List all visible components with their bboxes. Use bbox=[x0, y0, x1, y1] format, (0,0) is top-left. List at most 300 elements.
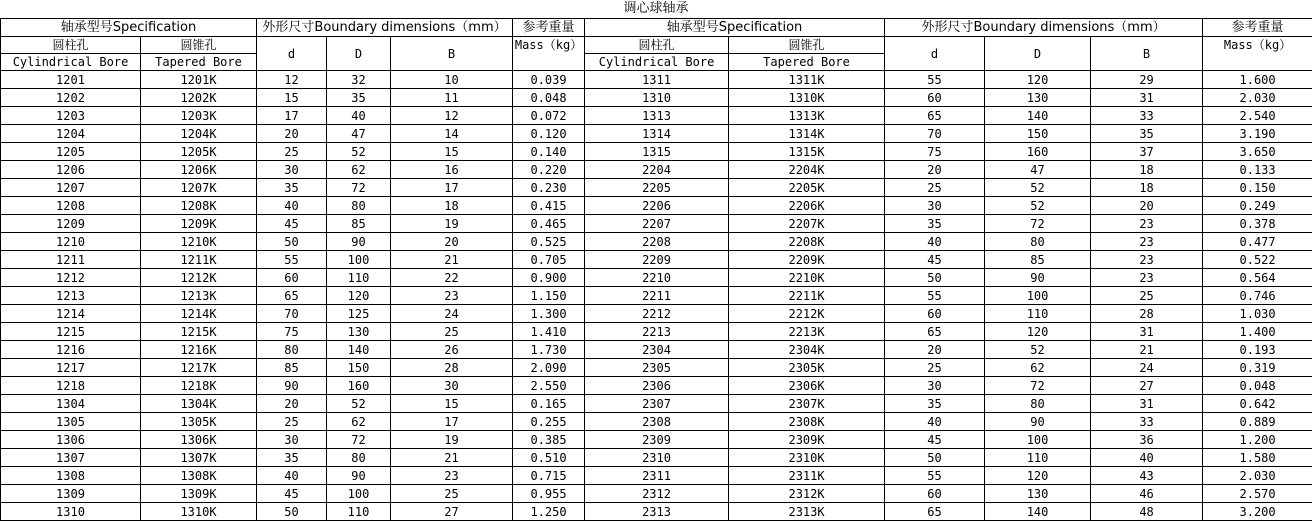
mass-cell: 0.319 bbox=[1203, 359, 1312, 377]
cyl-header-en-right: Cylindrical Bore bbox=[585, 54, 729, 71]
table-row bbox=[1, 161, 1312, 179]
d-cell: 80 bbox=[257, 341, 327, 359]
D-cell: 90 bbox=[985, 269, 1091, 287]
d-cell: 20 bbox=[885, 161, 985, 179]
cylindrical-bore-cell: 1203 bbox=[1, 107, 141, 125]
tapered-bore-cell: 1210K bbox=[141, 233, 257, 251]
D-cell: 160 bbox=[327, 377, 391, 395]
B-header-left: B bbox=[391, 37, 513, 71]
tapered-bore-cell: 1203K bbox=[141, 107, 257, 125]
D-cell: 90 bbox=[327, 467, 391, 485]
tapered-bore-cell: 2209K bbox=[729, 251, 885, 269]
B-cell: 19 bbox=[391, 215, 513, 233]
B-cell: 21 bbox=[391, 449, 513, 467]
cylindrical-bore-cell: 2308 bbox=[585, 413, 729, 431]
B-cell: 48 bbox=[1091, 503, 1203, 521]
table-row bbox=[1, 323, 1312, 341]
cylindrical-bore-cell: 1215 bbox=[1, 323, 141, 341]
d-cell: 75 bbox=[257, 323, 327, 341]
tapered-bore-cell: 1213K bbox=[141, 287, 257, 305]
D-cell: 85 bbox=[327, 215, 391, 233]
d-cell: 30 bbox=[885, 377, 985, 395]
table-row bbox=[1, 197, 1312, 215]
mass-header-cn-left: 参考重量 bbox=[513, 19, 585, 37]
tapered-bore-cell: 1315K bbox=[729, 143, 885, 161]
B-cell: 31 bbox=[1091, 395, 1203, 413]
table-row bbox=[1, 89, 1312, 107]
D-cell: 100 bbox=[327, 485, 391, 503]
mass-cell: 2.030 bbox=[1203, 89, 1312, 107]
D-cell: 62 bbox=[327, 413, 391, 431]
mass-header-cn-right: 参考重量 bbox=[1203, 19, 1312, 37]
cyl-header-en-left: Cylindrical Bore bbox=[1, 54, 141, 71]
cylindrical-bore-cell: 1310 bbox=[585, 89, 729, 107]
D-cell: 47 bbox=[327, 125, 391, 143]
tap-header-cn-left: 圆锥孔 bbox=[141, 37, 257, 54]
d-header-right: d bbox=[885, 37, 985, 71]
d-cell: 50 bbox=[885, 449, 985, 467]
tapered-bore-cell: 2212K bbox=[729, 305, 885, 323]
D-cell: 110 bbox=[985, 305, 1091, 323]
mass-cell: 0.039 bbox=[513, 71, 585, 89]
d-cell: 45 bbox=[257, 215, 327, 233]
B-cell: 16 bbox=[391, 161, 513, 179]
tapered-bore-cell: 1206K bbox=[141, 161, 257, 179]
tapered-bore-cell: 2313K bbox=[729, 503, 885, 521]
D-cell: 62 bbox=[327, 161, 391, 179]
D-cell: 160 bbox=[985, 143, 1091, 161]
mass-cell: 0.230 bbox=[513, 179, 585, 197]
B-cell: 24 bbox=[391, 305, 513, 323]
B-cell: 23 bbox=[1091, 215, 1203, 233]
boundary-header-right: 外形尺寸Boundary dimensions（mm） bbox=[885, 19, 1203, 37]
tapered-bore-cell: 1209K bbox=[141, 215, 257, 233]
cylindrical-bore-cell: 2313 bbox=[585, 503, 729, 521]
tapered-bore-cell: 1304K bbox=[141, 395, 257, 413]
d-cell: 60 bbox=[885, 485, 985, 503]
D-header-right: D bbox=[985, 37, 1091, 71]
d-cell: 65 bbox=[885, 323, 985, 341]
d-cell: 35 bbox=[257, 449, 327, 467]
spec-header-right: 轴承型号Specification bbox=[585, 19, 885, 37]
D-cell: 80 bbox=[985, 395, 1091, 413]
table-row bbox=[1, 107, 1312, 125]
mass-cell: 0.378 bbox=[1203, 215, 1312, 233]
d-cell: 15 bbox=[257, 89, 327, 107]
tapered-bore-cell: 2304K bbox=[729, 341, 885, 359]
mass-cell: 1.030 bbox=[1203, 305, 1312, 323]
tapered-bore-cell: 1314K bbox=[729, 125, 885, 143]
tapered-bore-cell: 2306K bbox=[729, 377, 885, 395]
tapered-bore-cell: 2312K bbox=[729, 485, 885, 503]
D-cell: 150 bbox=[327, 359, 391, 377]
mass-cell: 0.564 bbox=[1203, 269, 1312, 287]
B-cell: 18 bbox=[391, 197, 513, 215]
d-cell: 30 bbox=[885, 197, 985, 215]
mass-cell: 3.190 bbox=[1203, 125, 1312, 143]
D-cell: 140 bbox=[985, 503, 1091, 521]
mass-cell: 0.642 bbox=[1203, 395, 1312, 413]
B-cell: 15 bbox=[391, 143, 513, 161]
d-cell: 17 bbox=[257, 107, 327, 125]
B-cell: 18 bbox=[1091, 179, 1203, 197]
table-row bbox=[1, 431, 1312, 449]
B-cell: 25 bbox=[391, 485, 513, 503]
table-row bbox=[1, 143, 1312, 161]
D-cell: 72 bbox=[327, 431, 391, 449]
D-cell: 80 bbox=[327, 197, 391, 215]
D-cell: 110 bbox=[985, 449, 1091, 467]
tapered-bore-cell: 2305K bbox=[729, 359, 885, 377]
d-cell: 90 bbox=[257, 377, 327, 395]
D-cell: 72 bbox=[985, 377, 1091, 395]
tapered-bore-cell: 1215K bbox=[141, 323, 257, 341]
B-cell: 21 bbox=[391, 251, 513, 269]
D-cell: 140 bbox=[327, 341, 391, 359]
B-cell: 11 bbox=[391, 89, 513, 107]
table-row bbox=[1, 413, 1312, 431]
B-cell: 33 bbox=[1091, 107, 1203, 125]
tapered-bore-cell: 1307K bbox=[141, 449, 257, 467]
mass-cell: 3.200 bbox=[1203, 503, 1312, 521]
spec-header-left: 轴承型号Specification bbox=[1, 19, 257, 37]
D-header-left: D bbox=[327, 37, 391, 71]
B-cell: 31 bbox=[1091, 89, 1203, 107]
sheet-title: 调心球轴承 bbox=[623, 1, 689, 16]
mass-cell: 0.525 bbox=[513, 233, 585, 251]
tapered-bore-cell: 2211K bbox=[729, 287, 885, 305]
D-cell: 35 bbox=[327, 89, 391, 107]
mass-cell: 0.193 bbox=[1203, 341, 1312, 359]
cylindrical-bore-cell: 1306 bbox=[1, 431, 141, 449]
cylindrical-bore-cell: 2209 bbox=[585, 251, 729, 269]
cylindrical-bore-cell: 2311 bbox=[585, 467, 729, 485]
D-cell: 52 bbox=[985, 197, 1091, 215]
tapered-bore-cell: 2307K bbox=[729, 395, 885, 413]
cylindrical-bore-cell: 2212 bbox=[585, 305, 729, 323]
mass-cell: 0.048 bbox=[513, 89, 585, 107]
cylindrical-bore-cell: 1305 bbox=[1, 413, 141, 431]
B-cell: 14 bbox=[391, 125, 513, 143]
D-cell: 130 bbox=[985, 485, 1091, 503]
cylindrical-bore-cell: 2304 bbox=[585, 341, 729, 359]
cylindrical-bore-cell: 1202 bbox=[1, 89, 141, 107]
tapered-bore-cell: 1201K bbox=[141, 71, 257, 89]
cylindrical-bore-cell: 1213 bbox=[1, 287, 141, 305]
D-cell: 130 bbox=[985, 89, 1091, 107]
D-cell: 120 bbox=[327, 287, 391, 305]
tapered-bore-cell: 1309K bbox=[141, 485, 257, 503]
cylindrical-bore-cell: 1207 bbox=[1, 179, 141, 197]
B-cell: 23 bbox=[1091, 233, 1203, 251]
tapered-bore-cell: 2309K bbox=[729, 431, 885, 449]
B-header-right: B bbox=[1091, 37, 1203, 71]
D-cell: 150 bbox=[985, 125, 1091, 143]
cylindrical-bore-cell: 1214 bbox=[1, 305, 141, 323]
B-cell: 43 bbox=[1091, 467, 1203, 485]
bearing-table bbox=[0, 18, 1312, 521]
table-row bbox=[1, 287, 1312, 305]
cyl-header-cn-left: 圆柱孔 bbox=[1, 37, 141, 54]
tapered-bore-cell: 1313K bbox=[729, 107, 885, 125]
cylindrical-bore-cell: 2306 bbox=[585, 377, 729, 395]
mass-cell: 0.889 bbox=[1203, 413, 1312, 431]
d-cell: 35 bbox=[885, 395, 985, 413]
tapered-bore-cell: 1217K bbox=[141, 359, 257, 377]
d-cell: 50 bbox=[885, 269, 985, 287]
d-cell: 40 bbox=[885, 413, 985, 431]
d-header-left: d bbox=[257, 37, 327, 71]
table-row bbox=[1, 377, 1312, 395]
cylindrical-bore-cell: 1216 bbox=[1, 341, 141, 359]
table-row bbox=[1, 233, 1312, 251]
d-cell: 25 bbox=[885, 359, 985, 377]
table-row bbox=[1, 395, 1312, 413]
cylindrical-bore-cell: 2309 bbox=[585, 431, 729, 449]
tapered-bore-cell: 2207K bbox=[729, 215, 885, 233]
mass-header-en-right: Mass（kg） bbox=[1203, 37, 1312, 71]
d-cell: 25 bbox=[885, 179, 985, 197]
tapered-bore-cell: 1310K bbox=[141, 503, 257, 521]
tapered-bore-cell: 2308K bbox=[729, 413, 885, 431]
header-row-1 bbox=[1, 19, 1312, 37]
B-cell: 28 bbox=[391, 359, 513, 377]
d-cell: 60 bbox=[885, 89, 985, 107]
mass-cell: 2.570 bbox=[1203, 485, 1312, 503]
tap-header-en-right: Tapered Bore bbox=[729, 54, 885, 71]
B-cell: 10 bbox=[391, 71, 513, 89]
cylindrical-bore-cell: 2213 bbox=[585, 323, 729, 341]
B-cell: 24 bbox=[1091, 359, 1203, 377]
d-cell: 20 bbox=[257, 125, 327, 143]
mass-header-en-left: Mass（kg） bbox=[513, 37, 585, 71]
mass-cell: 0.705 bbox=[513, 251, 585, 269]
B-cell: 23 bbox=[1091, 251, 1203, 269]
cylindrical-bore-cell: 2310 bbox=[585, 449, 729, 467]
D-cell: 110 bbox=[327, 503, 391, 521]
d-cell: 55 bbox=[885, 467, 985, 485]
B-cell: 23 bbox=[391, 287, 513, 305]
cylindrical-bore-cell: 1307 bbox=[1, 449, 141, 467]
d-cell: 65 bbox=[885, 503, 985, 521]
B-cell: 29 bbox=[1091, 71, 1203, 89]
d-cell: 60 bbox=[257, 269, 327, 287]
mass-cell: 0.715 bbox=[513, 467, 585, 485]
d-cell: 35 bbox=[257, 179, 327, 197]
D-cell: 100 bbox=[327, 251, 391, 269]
d-cell: 55 bbox=[885, 287, 985, 305]
tapered-bore-cell: 2208K bbox=[729, 233, 885, 251]
tap-header-en-left: Tapered Bore bbox=[141, 54, 257, 71]
D-cell: 120 bbox=[985, 71, 1091, 89]
cylindrical-bore-cell: 2211 bbox=[585, 287, 729, 305]
d-cell: 60 bbox=[885, 305, 985, 323]
mass-cell: 1.200 bbox=[1203, 431, 1312, 449]
header-row-2 bbox=[1, 37, 1312, 54]
D-cell: 62 bbox=[985, 359, 1091, 377]
mass-cell: 0.048 bbox=[1203, 377, 1312, 395]
D-cell: 120 bbox=[985, 467, 1091, 485]
cylindrical-bore-cell: 1205 bbox=[1, 143, 141, 161]
cylindrical-bore-cell: 2207 bbox=[585, 215, 729, 233]
mass-cell: 1.400 bbox=[1203, 323, 1312, 341]
B-cell: 25 bbox=[391, 323, 513, 341]
tapered-bore-cell: 1306K bbox=[141, 431, 257, 449]
mass-cell: 0.415 bbox=[513, 197, 585, 215]
d-cell: 70 bbox=[257, 305, 327, 323]
D-cell: 90 bbox=[985, 413, 1091, 431]
D-cell: 85 bbox=[985, 251, 1091, 269]
table-row bbox=[1, 485, 1312, 503]
D-cell: 40 bbox=[327, 107, 391, 125]
cylindrical-bore-cell: 1201 bbox=[1, 71, 141, 89]
D-cell: 130 bbox=[327, 323, 391, 341]
mass-cell: 2.540 bbox=[1203, 107, 1312, 125]
d-cell: 40 bbox=[885, 233, 985, 251]
D-cell: 47 bbox=[985, 161, 1091, 179]
tapered-bore-cell: 1205K bbox=[141, 143, 257, 161]
tapered-bore-cell: 1202K bbox=[141, 89, 257, 107]
tapered-bore-cell: 2311K bbox=[729, 467, 885, 485]
D-cell: 72 bbox=[985, 215, 1091, 233]
mass-cell: 3.650 bbox=[1203, 143, 1312, 161]
D-cell: 125 bbox=[327, 305, 391, 323]
tap-header-cn-right: 圆锥孔 bbox=[729, 37, 885, 54]
B-cell: 25 bbox=[1091, 287, 1203, 305]
mass-cell: 2.550 bbox=[513, 377, 585, 395]
table-row bbox=[1, 449, 1312, 467]
D-cell: 52 bbox=[985, 341, 1091, 359]
tapered-bore-cell: 1308K bbox=[141, 467, 257, 485]
mass-cell: 0.220 bbox=[513, 161, 585, 179]
mass-cell: 1.580 bbox=[1203, 449, 1312, 467]
mass-cell: 0.249 bbox=[1203, 197, 1312, 215]
tapered-bore-cell: 1216K bbox=[141, 341, 257, 359]
cylindrical-bore-cell: 1217 bbox=[1, 359, 141, 377]
B-cell: 27 bbox=[391, 503, 513, 521]
tapered-bore-cell: 2210K bbox=[729, 269, 885, 287]
cylindrical-bore-cell: 1310 bbox=[1, 503, 141, 521]
tapered-bore-cell: 1305K bbox=[141, 413, 257, 431]
d-cell: 45 bbox=[885, 251, 985, 269]
B-cell: 27 bbox=[1091, 377, 1203, 395]
B-cell: 26 bbox=[391, 341, 513, 359]
d-cell: 25 bbox=[257, 143, 327, 161]
mass-cell: 0.140 bbox=[513, 143, 585, 161]
B-cell: 31 bbox=[1091, 323, 1203, 341]
d-cell: 40 bbox=[257, 467, 327, 485]
d-cell: 55 bbox=[257, 251, 327, 269]
cylindrical-bore-cell: 1315 bbox=[585, 143, 729, 161]
cylindrical-bore-cell: 1309 bbox=[1, 485, 141, 503]
table-row bbox=[1, 305, 1312, 323]
cylindrical-bore-cell: 1304 bbox=[1, 395, 141, 413]
d-cell: 45 bbox=[257, 485, 327, 503]
d-cell: 30 bbox=[257, 431, 327, 449]
mass-cell: 0.150 bbox=[1203, 179, 1312, 197]
table-row bbox=[1, 215, 1312, 233]
B-cell: 20 bbox=[391, 233, 513, 251]
table-row bbox=[1, 125, 1312, 143]
d-cell: 45 bbox=[885, 431, 985, 449]
B-cell: 18 bbox=[1091, 161, 1203, 179]
mass-cell: 0.072 bbox=[513, 107, 585, 125]
boundary-header-left: 外形尺寸Boundary dimensions（mm） bbox=[257, 19, 513, 37]
mass-cell: 2.090 bbox=[513, 359, 585, 377]
d-cell: 40 bbox=[257, 197, 327, 215]
table-row bbox=[1, 341, 1312, 359]
cylindrical-bore-cell: 2205 bbox=[585, 179, 729, 197]
mass-cell: 0.133 bbox=[1203, 161, 1312, 179]
mass-cell: 1.410 bbox=[513, 323, 585, 341]
tapered-bore-cell: 1212K bbox=[141, 269, 257, 287]
D-cell: 100 bbox=[985, 431, 1091, 449]
tapered-bore-cell: 2213K bbox=[729, 323, 885, 341]
table-row bbox=[1, 503, 1312, 521]
cylindrical-bore-cell: 1206 bbox=[1, 161, 141, 179]
mass-cell: 0.385 bbox=[513, 431, 585, 449]
tapered-bore-cell: 1208K bbox=[141, 197, 257, 215]
tapered-bore-cell: 1211K bbox=[141, 251, 257, 269]
B-cell: 33 bbox=[1091, 413, 1203, 431]
tapered-bore-cell: 2205K bbox=[729, 179, 885, 197]
cylindrical-bore-cell: 2208 bbox=[585, 233, 729, 251]
cylindrical-bore-cell: 1209 bbox=[1, 215, 141, 233]
B-cell: 30 bbox=[391, 377, 513, 395]
cylindrical-bore-cell: 2206 bbox=[585, 197, 729, 215]
d-cell: 35 bbox=[885, 215, 985, 233]
mass-cell: 0.746 bbox=[1203, 287, 1312, 305]
mass-cell: 1.250 bbox=[513, 503, 585, 521]
mass-cell: 0.255 bbox=[513, 413, 585, 431]
table-row bbox=[1, 269, 1312, 287]
tapered-bore-cell: 2204K bbox=[729, 161, 885, 179]
mass-cell: 0.465 bbox=[513, 215, 585, 233]
d-cell: 70 bbox=[885, 125, 985, 143]
B-cell: 22 bbox=[391, 269, 513, 287]
cylindrical-bore-cell: 2307 bbox=[585, 395, 729, 413]
table-row bbox=[1, 179, 1312, 197]
mass-cell: 0.522 bbox=[1203, 251, 1312, 269]
table-body bbox=[1, 71, 1312, 521]
D-cell: 110 bbox=[327, 269, 391, 287]
mass-cell: 0.165 bbox=[513, 395, 585, 413]
mass-cell: 0.900 bbox=[513, 269, 585, 287]
mass-cell: 0.477 bbox=[1203, 233, 1312, 251]
d-cell: 25 bbox=[257, 413, 327, 431]
D-cell: 52 bbox=[327, 143, 391, 161]
B-cell: 21 bbox=[1091, 341, 1203, 359]
cylindrical-bore-cell: 1212 bbox=[1, 269, 141, 287]
d-cell: 12 bbox=[257, 71, 327, 89]
table-row bbox=[1, 251, 1312, 269]
mass-cell: 0.120 bbox=[513, 125, 585, 143]
tapered-bore-cell: 1310K bbox=[729, 89, 885, 107]
B-cell: 40 bbox=[1091, 449, 1203, 467]
cylindrical-bore-cell: 1314 bbox=[585, 125, 729, 143]
B-cell: 15 bbox=[391, 395, 513, 413]
D-cell: 120 bbox=[985, 323, 1091, 341]
D-cell: 100 bbox=[985, 287, 1091, 305]
mass-cell: 0.510 bbox=[513, 449, 585, 467]
cylindrical-bore-cell: 2204 bbox=[585, 161, 729, 179]
cylindrical-bore-cell: 1311 bbox=[585, 71, 729, 89]
B-cell: 46 bbox=[1091, 485, 1203, 503]
B-cell: 28 bbox=[1091, 305, 1203, 323]
d-cell: 20 bbox=[257, 395, 327, 413]
mass-cell: 0.955 bbox=[513, 485, 585, 503]
tapered-bore-cell: 2206K bbox=[729, 197, 885, 215]
